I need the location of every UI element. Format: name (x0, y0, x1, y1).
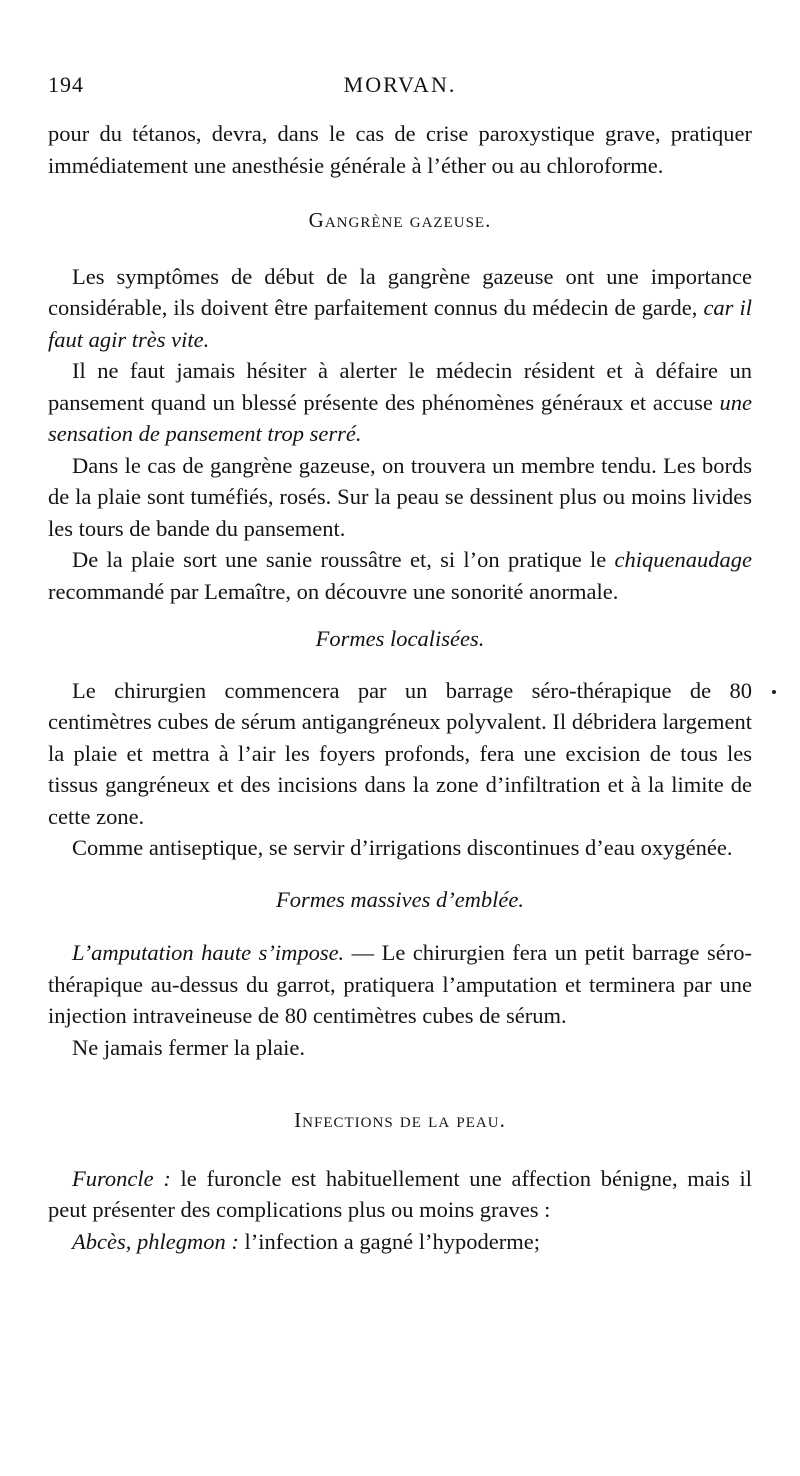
text-span: — Le chirurgien fera un petit barrage séro-thérapique au-dessus du garrot, pratiquera l’amputation et terminera par une injection intraveineuse de 80 centimètres cubes de sérum. (48, 940, 752, 1028)
italic-span: L’amputation haute s’impose. (72, 940, 345, 965)
italic-span: Furoncle : (72, 1165, 171, 1191)
subheading-formes-massives: Formes massives d’emblée. (275, 886, 525, 912)
paragraph-peau-2 (48, 1226, 752, 1258)
italic-span: chiquenaudage (614, 547, 752, 572)
paragraph-gangrene-3: Dans le cas de gangrène gazeuse, on trouvera un membre tendu. Les bords de la plaie sont tuméfiés, rosés. Sur la peau se dessinent plus ou moins livides les tours de bande du pansement. (48, 452, 752, 541)
paragraph-massives-2: Ne jamais fermer la plaie. (72, 1034, 306, 1060)
section-heading-infections-peau: Infections de la peau. (294, 1108, 506, 1132)
italic-span: car il faut agir très vite. (48, 295, 752, 352)
subheading-formes-localisees: Formes localisées. (315, 626, 485, 651)
text-span: Il ne faut jamais hésiter à alerter le médecin résident et à défaire un pansement quand un blessé présente des phénomènes généraux et accuse (48, 358, 752, 415)
section-heading-gangrene: Gangrène gazeuse. (308, 208, 492, 232)
text-span: le furoncle est habituellement une affection bénigne, mais il peut présenter des complications plus ou moins graves : (48, 1165, 752, 1222)
italic-span: Abcès, phlegmon : (72, 1228, 239, 1254)
page-header (48, 72, 752, 102)
paragraph-peau-1 (48, 1163, 752, 1226)
stray-ink-dot (772, 690, 776, 694)
text-span: De la plaie sort une sanie roussâtre et, si l’on pratique le (72, 547, 615, 572)
italic-span: une sensation de pansement trop serré. (48, 389, 752, 446)
paragraph-gangrene-1 (48, 261, 752, 356)
paragraph-gangrene-4 (48, 544, 752, 607)
paragraph-intro: pour du tétanos, devra, dans le cas de crise paroxystique grave, pratiquer immédiatement une anesthésie générale à l’éther ou au chloroforme. (48, 121, 752, 178)
text-span: Les symptômes de début de la gangrène gazeuse ont une importance considérable, ils doivent être parfaitement connus du médecin de garde, (48, 263, 752, 320)
text-span: l’infection a gagné l’hypoderme; (238, 1228, 540, 1254)
paragraph-massives-1 (48, 937, 752, 1032)
text-span: recommandé par Lemaître, on découvre une sonorité anormale. (48, 578, 619, 604)
page-number: 194 (48, 72, 84, 97)
page-body (48, 118, 752, 1257)
running-head: MORVAN. (343, 72, 457, 97)
paragraph-localisees-1: Le chirurgien commencera par un barrage séro-thérapique de 80 centimètres cubes de sérum antigangréneux polyvalent. Il débridera largement la plaie et mettra à l’air les foyers profonds, fera une excision de tous les tissus gangréneux et des incisions dans la zone d’infiltration et à la limite de cette zone. (48, 677, 752, 829)
paragraph-gangrene-2 (48, 355, 752, 450)
paragraph-localisees-2: Comme antiseptique, se servir d’irrigations discontinues d’eau oxygénée. (72, 835, 733, 860)
